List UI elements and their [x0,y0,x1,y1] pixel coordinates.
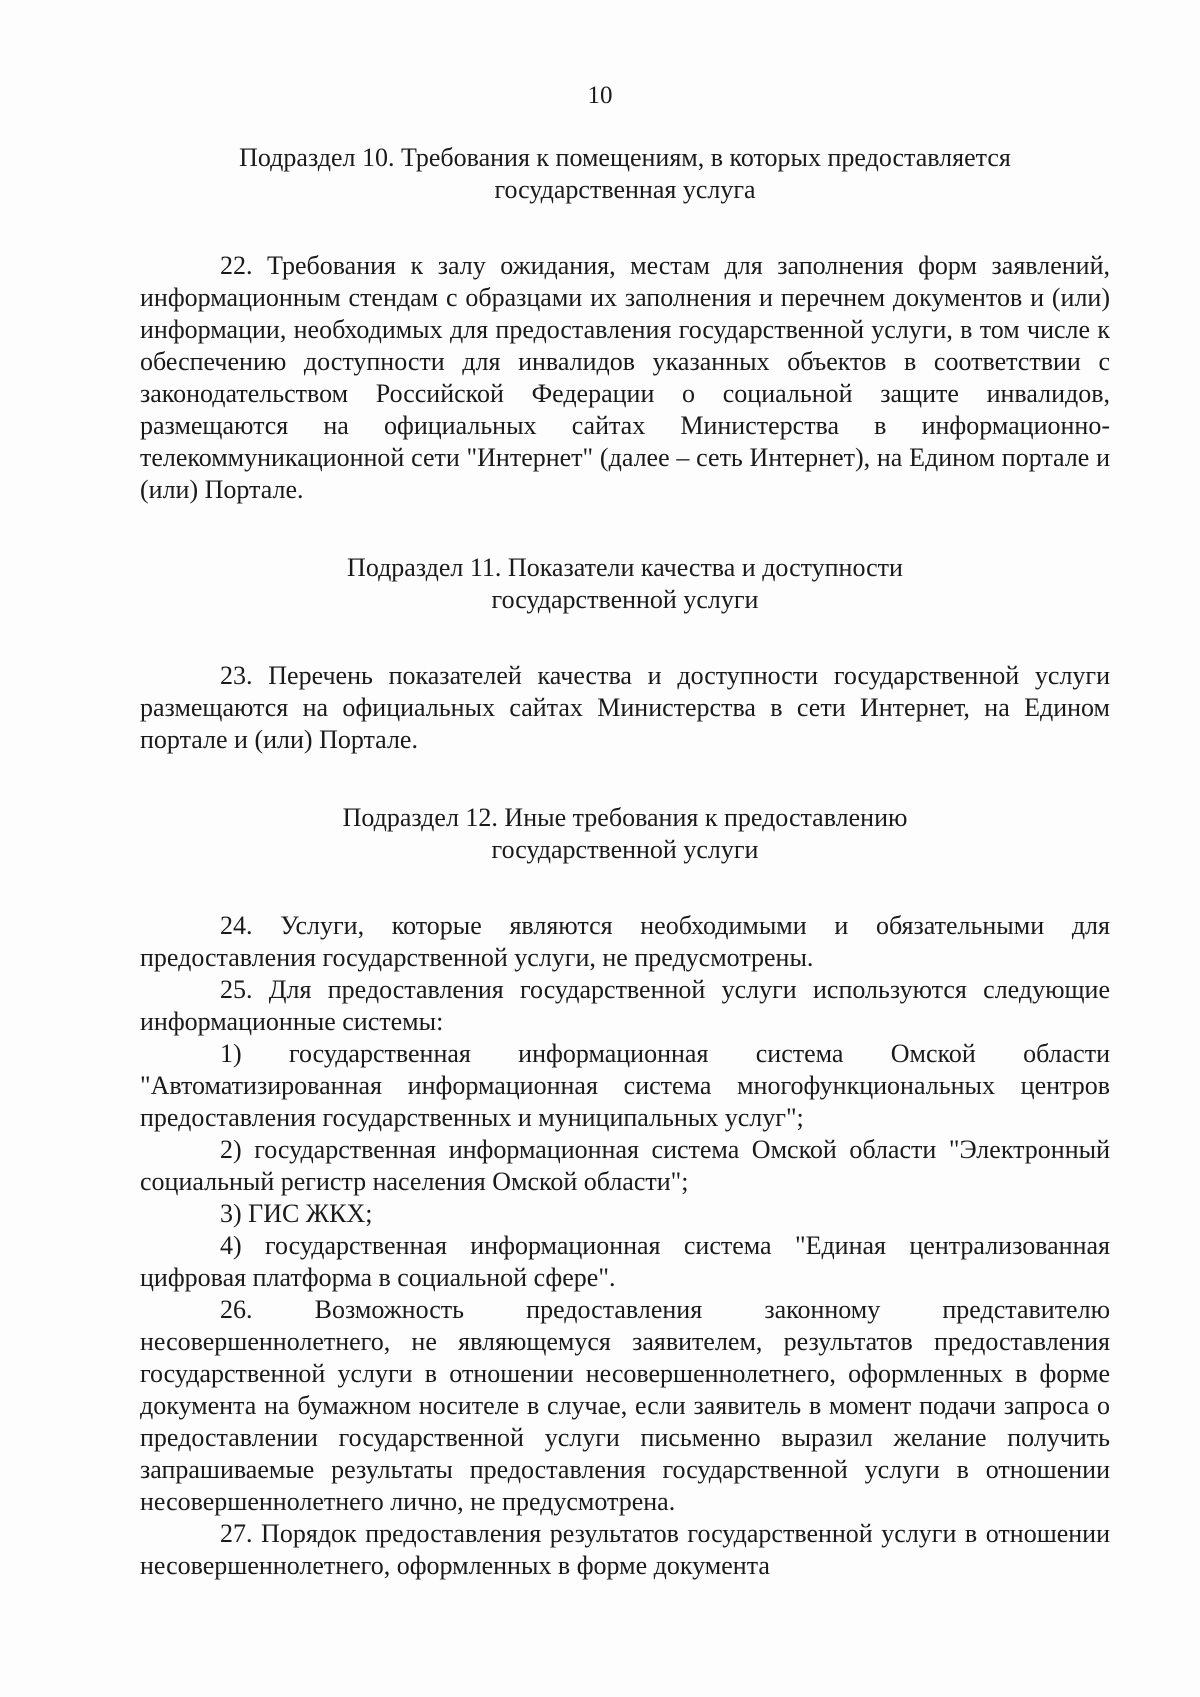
page-number: 10 [587,82,613,109]
section-11-heading [140,552,1110,616]
document-body [140,142,1110,1582]
section-10-title-line2: государственная услуга [494,175,756,204]
section-10-heading [140,142,1110,206]
section-12-title-line2: государственной услуги [491,835,759,864]
paragraph-24: 24. Услуги, которые являются необходимыми и обязательными для предоставления государственной услуги, не предусмотрены. [140,911,1110,972]
paragraph-25-item-1: 1) государственная информационная система Омской области "Автоматизированная информационная система многофункциональных центров предоставления государственных и муниципальных услуг"; [140,1039,1110,1132]
section-12-heading [140,802,1110,866]
section-10-title-line1: Подраздел 10. Требования к помещениям, в которых предоставляется [239,143,1011,172]
paragraph-23: 23. Перечень показателей качества и доступности государственной услуги размещаются на официальных сайтах Министерства в сети Интернет, на Едином портале и (или) Портале. [140,661,1110,754]
section-11-title-line1: Подраздел 11. Показатели качества и доступности [347,553,903,582]
section-11-title-line2: государственной услуги [491,585,759,614]
paragraph-25-item-4: 4) государственная информационная система "Единая централизованная цифровая платформа в социальной сфере". [140,1231,1110,1292]
paragraph-27: 27. Порядок предоставления результатов государственной услуги в отношении несовершеннолетнего, оформленных в форме документа [140,1519,1110,1580]
paragraph-25-item-3: 3) ГИС ЖКХ; [220,1199,373,1228]
paragraph-26: 26. Возможность предоставления законному представителю несовершеннолетнего, не являющемуся заявителем, результатов предоставления государственной услуги в отношении несовершеннолетнего, оформленных в форме документа на бумажном носителе в случае, если заявитель в момент подачи запроса о предоставлении государственной услуги письменно выразил желание получить запрашиваемые результаты предоставления государственной услуги в отношении несовершеннолетнего лично, не предусмотрена. [140,1295,1110,1516]
paragraph-25-item-2: 2) государственная информационная система Омской области "Электронный социальный регистр населения Омской области"; [140,1135,1110,1196]
paragraph-22: 22. Требования к залу ожидания, местам для заполнения форм заявлений, информационным стендам с образцами их заполнения и перечнем документов и (или) информации, необходимых для предоставления государственной услуги, в том числе к обеспечению доступности для инвалидов указанных объектов в соответствии с законодательством Российской Федерации о социальной защите инвалидов, размещаются на официальных сайтах Министерства в информационно-телекоммуникационной сети "Интернет" (далее – сеть Интернет), на Едином портале и (или) Портале. [140,251,1110,504]
paragraph-25: 25. Для предоставления государственной услуги используются следующие информационные системы: [140,975,1110,1036]
section-12-title-line1: Подраздел 12. Иные требования к предоставлению [342,803,908,832]
